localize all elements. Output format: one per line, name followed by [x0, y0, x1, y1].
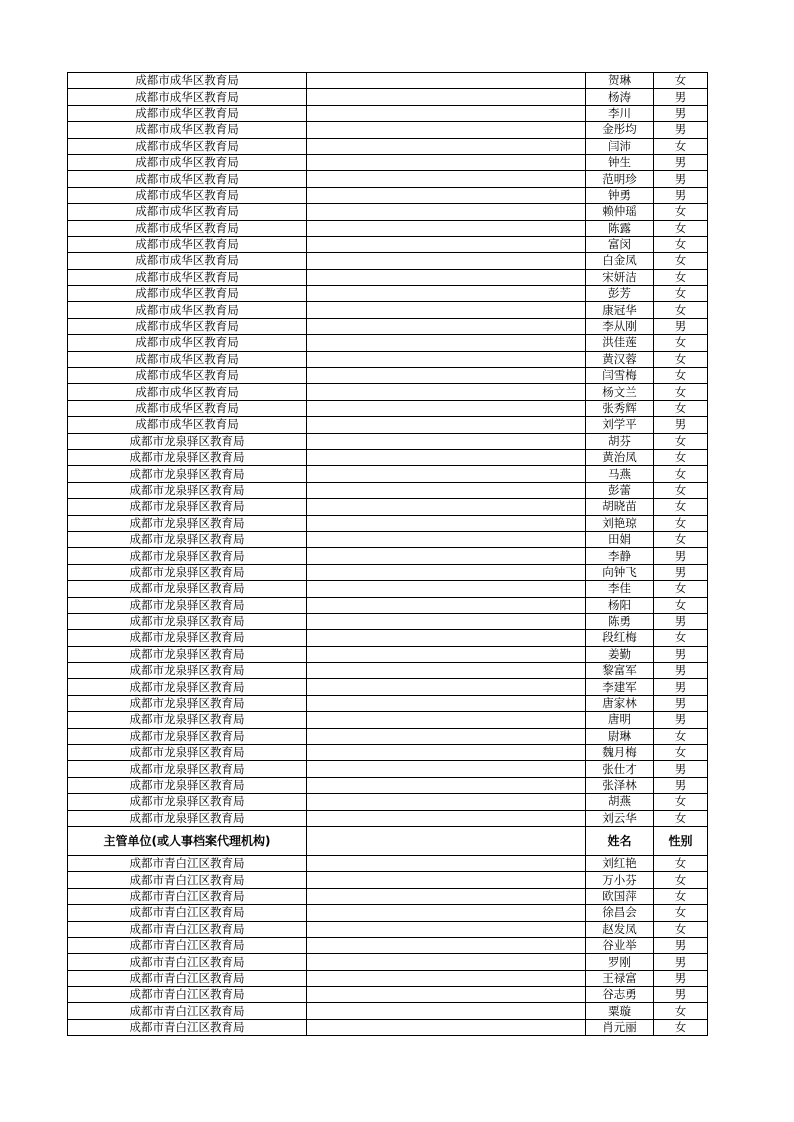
name-cell: 赵发凤	[586, 921, 654, 937]
table-row	[68, 921, 708, 937]
name-cell: 谷业举	[586, 937, 654, 953]
name-cell: 闫沛	[586, 138, 654, 154]
unit-cell: 成都市龙泉驿区教育局	[68, 630, 307, 646]
blank-cell	[307, 187, 586, 203]
name-cell: 马燕	[586, 466, 654, 482]
name-cell: 张仕才	[586, 761, 654, 777]
sex-cell: 女	[654, 1003, 708, 1019]
name-cell: 胡晓苗	[586, 499, 654, 515]
sex-cell: 女	[654, 286, 708, 302]
unit-cell: 成都市龙泉驿区教育局	[68, 777, 307, 793]
blank-cell	[307, 449, 586, 465]
sex-cell: 女	[654, 597, 708, 613]
name-cell: 刘学平	[586, 417, 654, 433]
unit-cell: 成都市龙泉驿区教育局	[68, 597, 307, 613]
sex-cell: 女	[654, 400, 708, 416]
name-cell: 钟生	[586, 154, 654, 170]
blank-cell	[307, 970, 586, 986]
unit-cell: 成都市成华区教育局	[68, 417, 307, 433]
sex-cell: 女	[654, 302, 708, 318]
unit-cell: 成都市龙泉驿区教育局	[68, 810, 307, 826]
table-row	[68, 663, 708, 679]
unit-cell: 成都市青白江区教育局	[68, 872, 307, 888]
header-row	[68, 826, 708, 855]
sex-cell: 男	[654, 89, 708, 105]
unit-cell: 成都市龙泉驿区教育局	[68, 695, 307, 711]
sex-cell: 男	[654, 777, 708, 793]
table-row	[68, 937, 708, 953]
sex-cell: 女	[654, 449, 708, 465]
sex-cell: 男	[654, 987, 708, 1003]
sex-cell: 女	[654, 220, 708, 236]
unit-cell: 成都市龙泉驿区教育局	[68, 449, 307, 465]
sex-cell: 女	[654, 921, 708, 937]
name-cell: 姜勤	[586, 646, 654, 662]
table-row	[68, 351, 708, 367]
sex-cell: 男	[654, 970, 708, 986]
table-row	[68, 105, 708, 121]
name-cell: 刘红艳	[586, 855, 654, 871]
sex-cell: 女	[654, 204, 708, 220]
blank-cell	[307, 351, 586, 367]
unit-cell: 成都市龙泉驿区教育局	[68, 613, 307, 629]
sex-cell: 女	[654, 482, 708, 498]
unit-cell: 成都市龙泉驿区教育局	[68, 564, 307, 580]
table-row	[68, 286, 708, 302]
sex-cell: 女	[654, 433, 708, 449]
unit-cell: 成都市成华区教育局	[68, 171, 307, 187]
unit-cell: 成都市成华区教育局	[68, 89, 307, 105]
table-row	[68, 905, 708, 921]
table-row	[68, 515, 708, 531]
table-row	[68, 761, 708, 777]
name-cell: 向钟飞	[586, 564, 654, 580]
name-cell: 唐家林	[586, 695, 654, 711]
name-cell: 田娟	[586, 531, 654, 547]
blank-cell	[307, 269, 586, 285]
table-row	[68, 712, 708, 728]
unit-cell: 成都市成华区教育局	[68, 269, 307, 285]
sex-cell: 男	[654, 187, 708, 203]
header-blank	[307, 826, 586, 855]
blank-cell	[307, 220, 586, 236]
name-cell: 陈勇	[586, 613, 654, 629]
table-row	[68, 954, 708, 970]
table-row	[68, 204, 708, 220]
blank-cell	[307, 417, 586, 433]
name-cell: 黎富军	[586, 663, 654, 679]
table-row	[68, 810, 708, 826]
blank-cell	[307, 400, 586, 416]
header-name: 姓名	[586, 826, 654, 855]
blank-cell	[307, 286, 586, 302]
table-row	[68, 318, 708, 334]
blank-cell	[307, 302, 586, 318]
blank-cell	[307, 613, 586, 629]
blank-cell	[307, 712, 586, 728]
table-row	[68, 987, 708, 1003]
blank-cell	[307, 777, 586, 793]
unit-cell: 成都市成华区教育局	[68, 368, 307, 384]
unit-cell: 成都市成华区教育局	[68, 253, 307, 269]
unit-cell: 成都市龙泉驿区教育局	[68, 482, 307, 498]
table-row	[68, 171, 708, 187]
sex-cell: 男	[654, 695, 708, 711]
table-row	[68, 1003, 708, 1019]
table-row	[68, 679, 708, 695]
name-cell: 粟璇	[586, 1003, 654, 1019]
table-row	[68, 695, 708, 711]
table-row	[68, 597, 708, 613]
sex-cell: 男	[654, 105, 708, 121]
sex-cell: 女	[654, 466, 708, 482]
table-row	[68, 482, 708, 498]
name-cell: 欧国萍	[586, 888, 654, 904]
unit-cell: 成都市青白江区教育局	[68, 921, 307, 937]
table-row	[68, 449, 708, 465]
blank-cell	[307, 122, 586, 138]
name-cell: 富闵	[586, 236, 654, 252]
unit-cell: 成都市龙泉驿区教育局	[68, 433, 307, 449]
blank-cell	[307, 466, 586, 482]
name-cell: 肖元丽	[586, 1019, 654, 1035]
name-cell: 杨阳	[586, 597, 654, 613]
unit-cell: 成都市成华区教育局	[68, 220, 307, 236]
blank-cell	[307, 872, 586, 888]
table-row	[68, 187, 708, 203]
blank-cell	[307, 531, 586, 547]
table-row	[68, 122, 708, 138]
unit-cell: 成都市青白江区教育局	[68, 954, 307, 970]
unit-cell: 成都市青白江区教育局	[68, 905, 307, 921]
unit-cell: 成都市青白江区教育局	[68, 937, 307, 953]
blank-cell	[307, 105, 586, 121]
sex-cell: 男	[654, 761, 708, 777]
sex-cell: 女	[654, 236, 708, 252]
sex-cell: 女	[654, 794, 708, 810]
table-row	[68, 417, 708, 433]
name-cell: 刘艳琼	[586, 515, 654, 531]
blank-cell	[307, 154, 586, 170]
name-cell: 闫雪梅	[586, 368, 654, 384]
sex-cell: 女	[654, 855, 708, 871]
table-row	[68, 1019, 708, 1035]
unit-cell: 成都市成华区教育局	[68, 400, 307, 416]
sex-cell: 男	[654, 646, 708, 662]
sex-cell: 男	[654, 954, 708, 970]
roster-body-bottom	[68, 855, 708, 1035]
roster-body-top	[68, 73, 708, 827]
sex-cell: 男	[654, 663, 708, 679]
unit-cell: 成都市龙泉驿区教育局	[68, 499, 307, 515]
sex-cell: 男	[654, 122, 708, 138]
sex-cell: 男	[654, 679, 708, 695]
sex-cell: 女	[654, 515, 708, 531]
unit-cell: 成都市龙泉驿区教育局	[68, 548, 307, 564]
blank-cell	[307, 581, 586, 597]
name-cell: 张秀辉	[586, 400, 654, 416]
table-row	[68, 89, 708, 105]
blank-cell	[307, 204, 586, 220]
blank-cell	[307, 89, 586, 105]
table-row	[68, 630, 708, 646]
name-cell: 魏月梅	[586, 745, 654, 761]
table-row	[68, 138, 708, 154]
blank-cell	[307, 318, 586, 334]
sex-cell: 女	[654, 335, 708, 351]
unit-cell: 成都市龙泉驿区教育局	[68, 794, 307, 810]
sex-cell: 女	[654, 810, 708, 826]
unit-cell: 成都市龙泉驿区教育局	[68, 466, 307, 482]
unit-cell: 成都市成华区教育局	[68, 105, 307, 121]
unit-cell: 成都市成华区教育局	[68, 302, 307, 318]
blank-cell	[307, 663, 586, 679]
sex-cell: 女	[654, 1019, 708, 1035]
blank-cell	[307, 888, 586, 904]
unit-cell: 成都市青白江区教育局	[68, 888, 307, 904]
sex-cell: 男	[654, 937, 708, 953]
name-cell: 胡芬	[586, 433, 654, 449]
unit-cell: 成都市成华区教育局	[68, 204, 307, 220]
blank-cell	[307, 646, 586, 662]
name-cell: 罗刚	[586, 954, 654, 970]
name-cell: 杨涛	[586, 89, 654, 105]
name-cell: 段红梅	[586, 630, 654, 646]
unit-cell: 成都市成华区教育局	[68, 122, 307, 138]
table-row	[68, 548, 708, 564]
unit-cell: 成都市龙泉驿区教育局	[68, 679, 307, 695]
unit-cell: 成都市龙泉驿区教育局	[68, 646, 307, 662]
sex-cell: 女	[654, 384, 708, 400]
table-row	[68, 745, 708, 761]
name-cell: 黄治凤	[586, 449, 654, 465]
table-row	[68, 970, 708, 986]
name-cell: 尉琳	[586, 728, 654, 744]
name-cell: 李佳	[586, 581, 654, 597]
unit-cell: 成都市龙泉驿区教育局	[68, 761, 307, 777]
blank-cell	[307, 695, 586, 711]
unit-cell: 成都市龙泉驿区教育局	[68, 531, 307, 547]
name-cell: 彭蕾	[586, 482, 654, 498]
table-row	[68, 253, 708, 269]
sex-cell: 男	[654, 613, 708, 629]
blank-cell	[307, 1019, 586, 1035]
sex-cell: 男	[654, 564, 708, 580]
table-row	[68, 433, 708, 449]
blank-cell	[307, 855, 586, 871]
blank-cell	[307, 515, 586, 531]
unit-cell: 成都市青白江区教育局	[68, 987, 307, 1003]
unit-cell: 成都市龙泉驿区教育局	[68, 745, 307, 761]
table-row	[68, 499, 708, 515]
blank-cell	[307, 73, 586, 89]
unit-cell: 成都市龙泉驿区教育局	[68, 663, 307, 679]
blank-cell	[307, 548, 586, 564]
blank-cell	[307, 171, 586, 187]
table-row	[68, 613, 708, 629]
blank-cell	[307, 728, 586, 744]
table-row	[68, 564, 708, 580]
name-cell: 唐明	[586, 712, 654, 728]
blank-cell	[307, 433, 586, 449]
sex-cell: 男	[654, 154, 708, 170]
name-cell: 张泽林	[586, 777, 654, 793]
header-unit: 主管单位(或人事档案代理机构)	[68, 826, 307, 855]
roster-table	[67, 72, 708, 1036]
name-cell: 万小芬	[586, 872, 654, 888]
unit-cell: 成都市龙泉驿区教育局	[68, 712, 307, 728]
name-cell: 钟勇	[586, 187, 654, 203]
blank-cell	[307, 482, 586, 498]
table-row	[68, 384, 708, 400]
sex-cell: 女	[654, 253, 708, 269]
sex-cell: 女	[654, 368, 708, 384]
sex-cell: 女	[654, 269, 708, 285]
sex-cell: 女	[654, 905, 708, 921]
table-row	[68, 400, 708, 416]
name-cell: 彭芳	[586, 286, 654, 302]
unit-cell: 成都市青白江区教育局	[68, 855, 307, 871]
name-cell: 谷志勇	[586, 987, 654, 1003]
table-row	[68, 888, 708, 904]
unit-cell: 成都市青白江区教育局	[68, 1003, 307, 1019]
table-row	[68, 220, 708, 236]
name-cell: 范明珍	[586, 171, 654, 187]
blank-cell	[307, 138, 586, 154]
blank-cell	[307, 810, 586, 826]
table-row	[68, 855, 708, 871]
name-cell: 黄汉蓉	[586, 351, 654, 367]
name-cell: 李静	[586, 548, 654, 564]
sex-cell: 女	[654, 728, 708, 744]
table-row	[68, 302, 708, 318]
name-cell: 白金凤	[586, 253, 654, 269]
name-cell: 刘云华	[586, 810, 654, 826]
sex-cell: 男	[654, 712, 708, 728]
sex-cell: 女	[654, 73, 708, 89]
sex-cell: 男	[654, 417, 708, 433]
blank-cell	[307, 597, 586, 613]
blank-cell	[307, 987, 586, 1003]
blank-cell	[307, 794, 586, 810]
unit-cell: 成都市龙泉驿区教育局	[68, 515, 307, 531]
name-cell: 赖仲瑶	[586, 204, 654, 220]
table-row	[68, 466, 708, 482]
blank-cell	[307, 630, 586, 646]
unit-cell: 成都市青白江区教育局	[68, 1019, 307, 1035]
name-cell: 王禄富	[586, 970, 654, 986]
sex-cell: 女	[654, 531, 708, 547]
unit-cell: 成都市青白江区教育局	[68, 970, 307, 986]
unit-cell: 成都市成华区教育局	[68, 384, 307, 400]
unit-cell: 成都市成华区教育局	[68, 154, 307, 170]
table-row	[68, 531, 708, 547]
blank-cell	[307, 761, 586, 777]
unit-cell: 成都市成华区教育局	[68, 138, 307, 154]
name-cell: 李从刚	[586, 318, 654, 334]
blank-cell	[307, 679, 586, 695]
sex-cell: 女	[654, 888, 708, 904]
sex-cell: 女	[654, 351, 708, 367]
sex-cell: 女	[654, 630, 708, 646]
unit-cell: 成都市成华区教育局	[68, 351, 307, 367]
blank-cell	[307, 499, 586, 515]
table-row	[68, 794, 708, 810]
name-cell: 宋妍洁	[586, 269, 654, 285]
blank-cell	[307, 564, 586, 580]
blank-cell	[307, 384, 586, 400]
blank-cell	[307, 335, 586, 351]
table-row	[68, 368, 708, 384]
name-cell: 康冠华	[586, 302, 654, 318]
table-row	[68, 269, 708, 285]
unit-cell: 成都市成华区教育局	[68, 236, 307, 252]
table-row	[68, 335, 708, 351]
name-cell: 李建军	[586, 679, 654, 695]
blank-cell	[307, 954, 586, 970]
table-row	[68, 872, 708, 888]
sex-cell: 男	[654, 171, 708, 187]
blank-cell	[307, 921, 586, 937]
sex-cell: 女	[654, 581, 708, 597]
sex-cell: 男	[654, 548, 708, 564]
blank-cell	[307, 368, 586, 384]
unit-cell: 成都市龙泉驿区教育局	[68, 581, 307, 597]
table-row	[68, 777, 708, 793]
table-row	[68, 728, 708, 744]
roster-header	[68, 826, 708, 855]
table-row	[68, 154, 708, 170]
sex-cell: 女	[654, 138, 708, 154]
name-cell: 李川	[586, 105, 654, 121]
blank-cell	[307, 745, 586, 761]
table-row	[68, 646, 708, 662]
blank-cell	[307, 253, 586, 269]
sex-cell: 男	[654, 318, 708, 334]
name-cell: 胡燕	[586, 794, 654, 810]
unit-cell: 成都市成华区教育局	[68, 286, 307, 302]
header-sex: 性别	[654, 826, 708, 855]
sex-cell: 女	[654, 872, 708, 888]
unit-cell: 成都市龙泉驿区教育局	[68, 728, 307, 744]
table-row	[68, 581, 708, 597]
name-cell: 金彤均	[586, 122, 654, 138]
unit-cell: 成都市成华区教育局	[68, 187, 307, 203]
name-cell: 贺琳	[586, 73, 654, 89]
table-row	[68, 73, 708, 89]
blank-cell	[307, 937, 586, 953]
blank-cell	[307, 1003, 586, 1019]
sex-cell: 女	[654, 499, 708, 515]
name-cell: 杨文兰	[586, 384, 654, 400]
unit-cell: 成都市成华区教育局	[68, 73, 307, 89]
sex-cell: 女	[654, 745, 708, 761]
blank-cell	[307, 905, 586, 921]
blank-cell	[307, 236, 586, 252]
name-cell: 洪佳莲	[586, 335, 654, 351]
name-cell: 陈露	[586, 220, 654, 236]
table-row	[68, 236, 708, 252]
unit-cell: 成都市成华区教育局	[68, 318, 307, 334]
unit-cell: 成都市成华区教育局	[68, 335, 307, 351]
name-cell: 徐昌会	[586, 905, 654, 921]
